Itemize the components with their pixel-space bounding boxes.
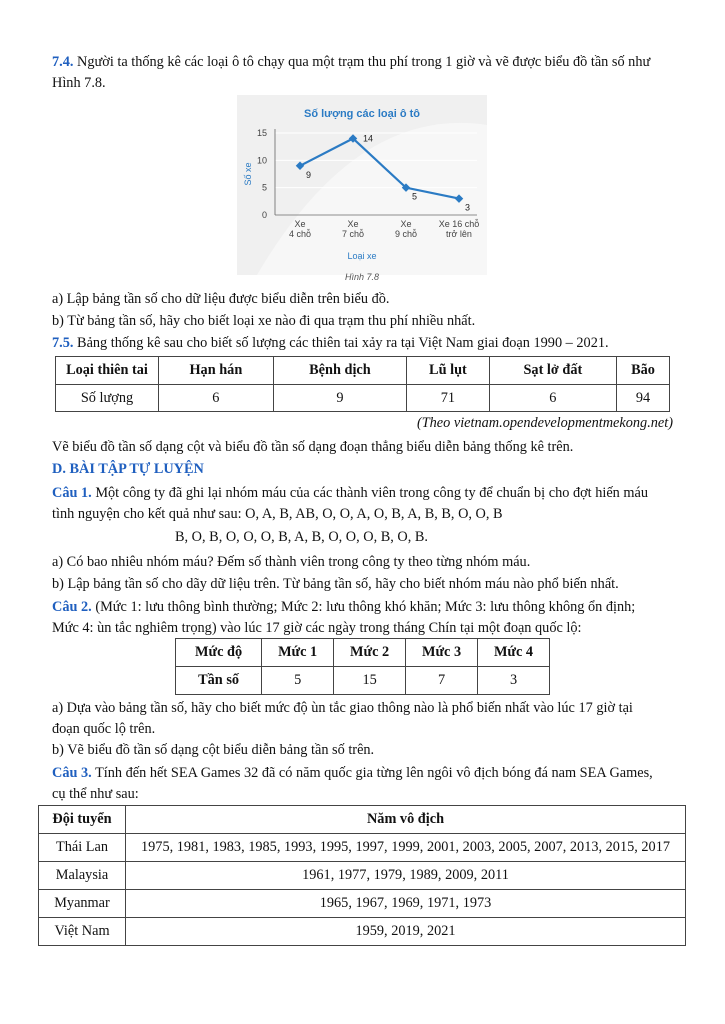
x-tick-label: Xe	[347, 219, 359, 229]
c1-label: Câu 1.	[52, 485, 92, 501]
ex75-task: Vẽ biểu đồ tần số dạng cột và biểu đồ tần số dạng đoạn thẳng biểu diễn bảng thống kê trên.	[52, 439, 574, 455]
x-tick-label: Xe	[294, 219, 306, 229]
table-cell: 6	[159, 385, 274, 412]
chart-container	[237, 95, 487, 285]
table-row	[39, 862, 686, 890]
data-label: 3	[465, 202, 471, 213]
table-header: Lũ lụt	[407, 357, 490, 385]
x-tick-label: 7 chỗ	[341, 229, 365, 239]
table-cell: 1959, 2019, 2021	[126, 918, 686, 946]
c1-text2: tình nguyện cho kết quả như sau: O, A, B, AB, O, O, A, O, B, A, B, B, O, O, B	[52, 506, 503, 522]
data-label: 5	[412, 191, 418, 202]
x-tick-label: 4 chỗ	[288, 229, 312, 239]
c1-data-line: B, O, B, O, O, O, B, A, B, O, O, O, B, O, B.	[175, 529, 429, 545]
table-header: Năm vô địch	[126, 806, 686, 834]
ex74-question-a: a) Lập bảng tần số cho dữ liệu được biểu diễn trên biểu đồ.	[52, 291, 390, 307]
c2-label: Câu 2.	[52, 599, 92, 615]
table-cell: Số lượng	[56, 385, 159, 412]
table-cell: 7	[406, 667, 478, 695]
table-row	[39, 834, 686, 862]
table-cell: 1961, 1977, 1979, 1989, 2009, 2011	[126, 862, 686, 890]
table-row	[39, 890, 686, 918]
y-axis-label: Số xe	[243, 162, 253, 186]
y-tick-label: 15	[256, 128, 267, 138]
c2-qa: a) Dựa vào bảng tần số, hãy cho biết mức độ ùn tắc giao thông nào là phổ biến nhất vào lúc 17 giờ tại	[52, 700, 633, 716]
table-cell: 94	[617, 385, 670, 412]
table-cell: Thái Lan	[39, 834, 126, 862]
x-tick-label: 9 chỗ	[394, 229, 418, 239]
table-header: Loại thiên tai	[56, 357, 159, 385]
table-cell: 9	[273, 385, 406, 412]
table-cell: Malaysia	[39, 862, 126, 890]
table-cell: 15	[334, 667, 406, 695]
x-tick-label: Xe 16 chỗ	[438, 219, 480, 229]
ex75-label: 7.5.	[52, 335, 74, 351]
c1-text: Một công ty đã ghi lại nhóm máu của các thành viên trong công ty để chuẩn bị cho đợt hiến máu	[95, 485, 648, 501]
section-heading: D. BÀI TẬP TỰ LUYỆN	[52, 461, 204, 477]
y-tick-label: 10	[256, 155, 267, 166]
table-row	[176, 667, 550, 695]
table-header-row	[176, 639, 550, 667]
c2-text2: Mức 4: ùn tắc nghiêm trọng) vào lúc 17 giờ các ngày trong tháng Chín tại một đoạn quốc lộ:	[52, 620, 582, 636]
table-header: Mức 4	[478, 639, 550, 667]
c3-label: Câu 3.	[52, 765, 92, 781]
data-label: 14	[363, 133, 374, 144]
table-header: Mức 1	[262, 639, 334, 667]
table-cell: Tần số	[176, 667, 262, 695]
table-cell: Myanmar	[39, 890, 126, 918]
ex75-paragraph	[52, 333, 685, 354]
table-cell: 5	[262, 667, 334, 695]
traffic-table	[175, 638, 550, 695]
chart-title: Số lượng các loại ô tô	[303, 108, 421, 120]
ex74-text: Người ta thống kê các loại ô tô chạy qua một trạm thu phí trong 1 giờ và vẽ được biểu đồ tần số như	[77, 54, 651, 70]
chart-caption: Hình 7.8	[344, 272, 380, 282]
c2-question-b: b) Vẽ biểu đồ tần số dạng cột biểu diễn bảng tần số trên.	[52, 742, 375, 758]
y-tick-label: 5	[261, 182, 267, 193]
table-cell: 3	[478, 667, 550, 695]
c1-question-a: a) Có bao nhiêu nhóm máu? Đếm số thành viên trong công ty theo từng nhóm máu.	[52, 554, 531, 570]
source-note: (Theo vietnam.opendevelopmentmekong.net)	[416, 415, 673, 431]
table-header: Bão	[617, 357, 670, 385]
table-header: Mức 2	[334, 639, 406, 667]
table-cell: Việt Nam	[39, 918, 126, 946]
c3-text2: cụ thể như sau:	[52, 786, 139, 802]
y-tick-label: 0	[261, 210, 267, 220]
table-row	[39, 918, 686, 946]
disaster-table	[55, 356, 670, 412]
table-header: Bệnh dịch	[273, 357, 406, 385]
c2-question-a	[52, 698, 685, 740]
table-header: Đội tuyển	[39, 806, 126, 834]
x-axis-label: Loại xe	[347, 251, 377, 261]
ex74-label: 7.4.	[52, 54, 74, 70]
seagames-table	[38, 805, 686, 946]
table-cell: 1975, 1981, 1983, 1985, 1993, 1995, 1997, 1999, 2001, 2003, 2005, 2007, 2013, 2015, 2017	[126, 834, 686, 862]
table-header-row	[39, 806, 686, 834]
c2-text: (Mức 1: lưu thông bình thường; Mức 2: lưu thông khó khăn; Mức 3: lưu thông không ổn định;	[95, 599, 636, 615]
line-chart	[237, 95, 487, 275]
table-header: Mức 3	[406, 639, 478, 667]
c1-paragraph	[52, 483, 685, 525]
c3-paragraph	[52, 763, 685, 805]
c1-question-b: b) Lập bảng tần số cho dãy dữ liệu trên. Từ bảng tần số, hãy cho biết nhóm máu nào phổ biến nhất.	[52, 576, 619, 592]
table-header: Sạt lở đất	[489, 357, 616, 385]
table-cell: 71	[407, 385, 490, 412]
table-header-row	[56, 357, 670, 385]
table-header: Hạn hán	[159, 357, 274, 385]
table-header: Mức độ	[176, 639, 262, 667]
ex74-text2: Hình 7.8.	[52, 75, 106, 91]
ex74-paragraph	[52, 52, 685, 94]
c3-text: Tính đến hết SEA Games 32 đã có năm quốc gia từng lên ngôi vô địch bóng đá nam SEA Games,	[95, 765, 653, 781]
c2-qa2: đoạn quốc lộ trên.	[52, 721, 156, 737]
x-tick-label: trở lên	[446, 229, 472, 239]
data-label: 9	[306, 169, 312, 180]
table-row	[56, 385, 670, 412]
ex74-question-b: b) Từ bảng tần số, hãy cho biết loại xe nào đi qua trạm thu phí nhiều nhất.	[52, 313, 476, 329]
table-cell: 6	[489, 385, 616, 412]
x-tick-label: Xe	[400, 219, 412, 229]
table-cell: 1965, 1967, 1969, 1971, 1973	[126, 890, 686, 918]
ex75-text: Bảng thống kê sau cho biết số lượng các thiên tai xảy ra tại Việt Nam giai đoạn 1990 – 2021.	[77, 335, 609, 351]
c2-paragraph	[52, 597, 685, 639]
